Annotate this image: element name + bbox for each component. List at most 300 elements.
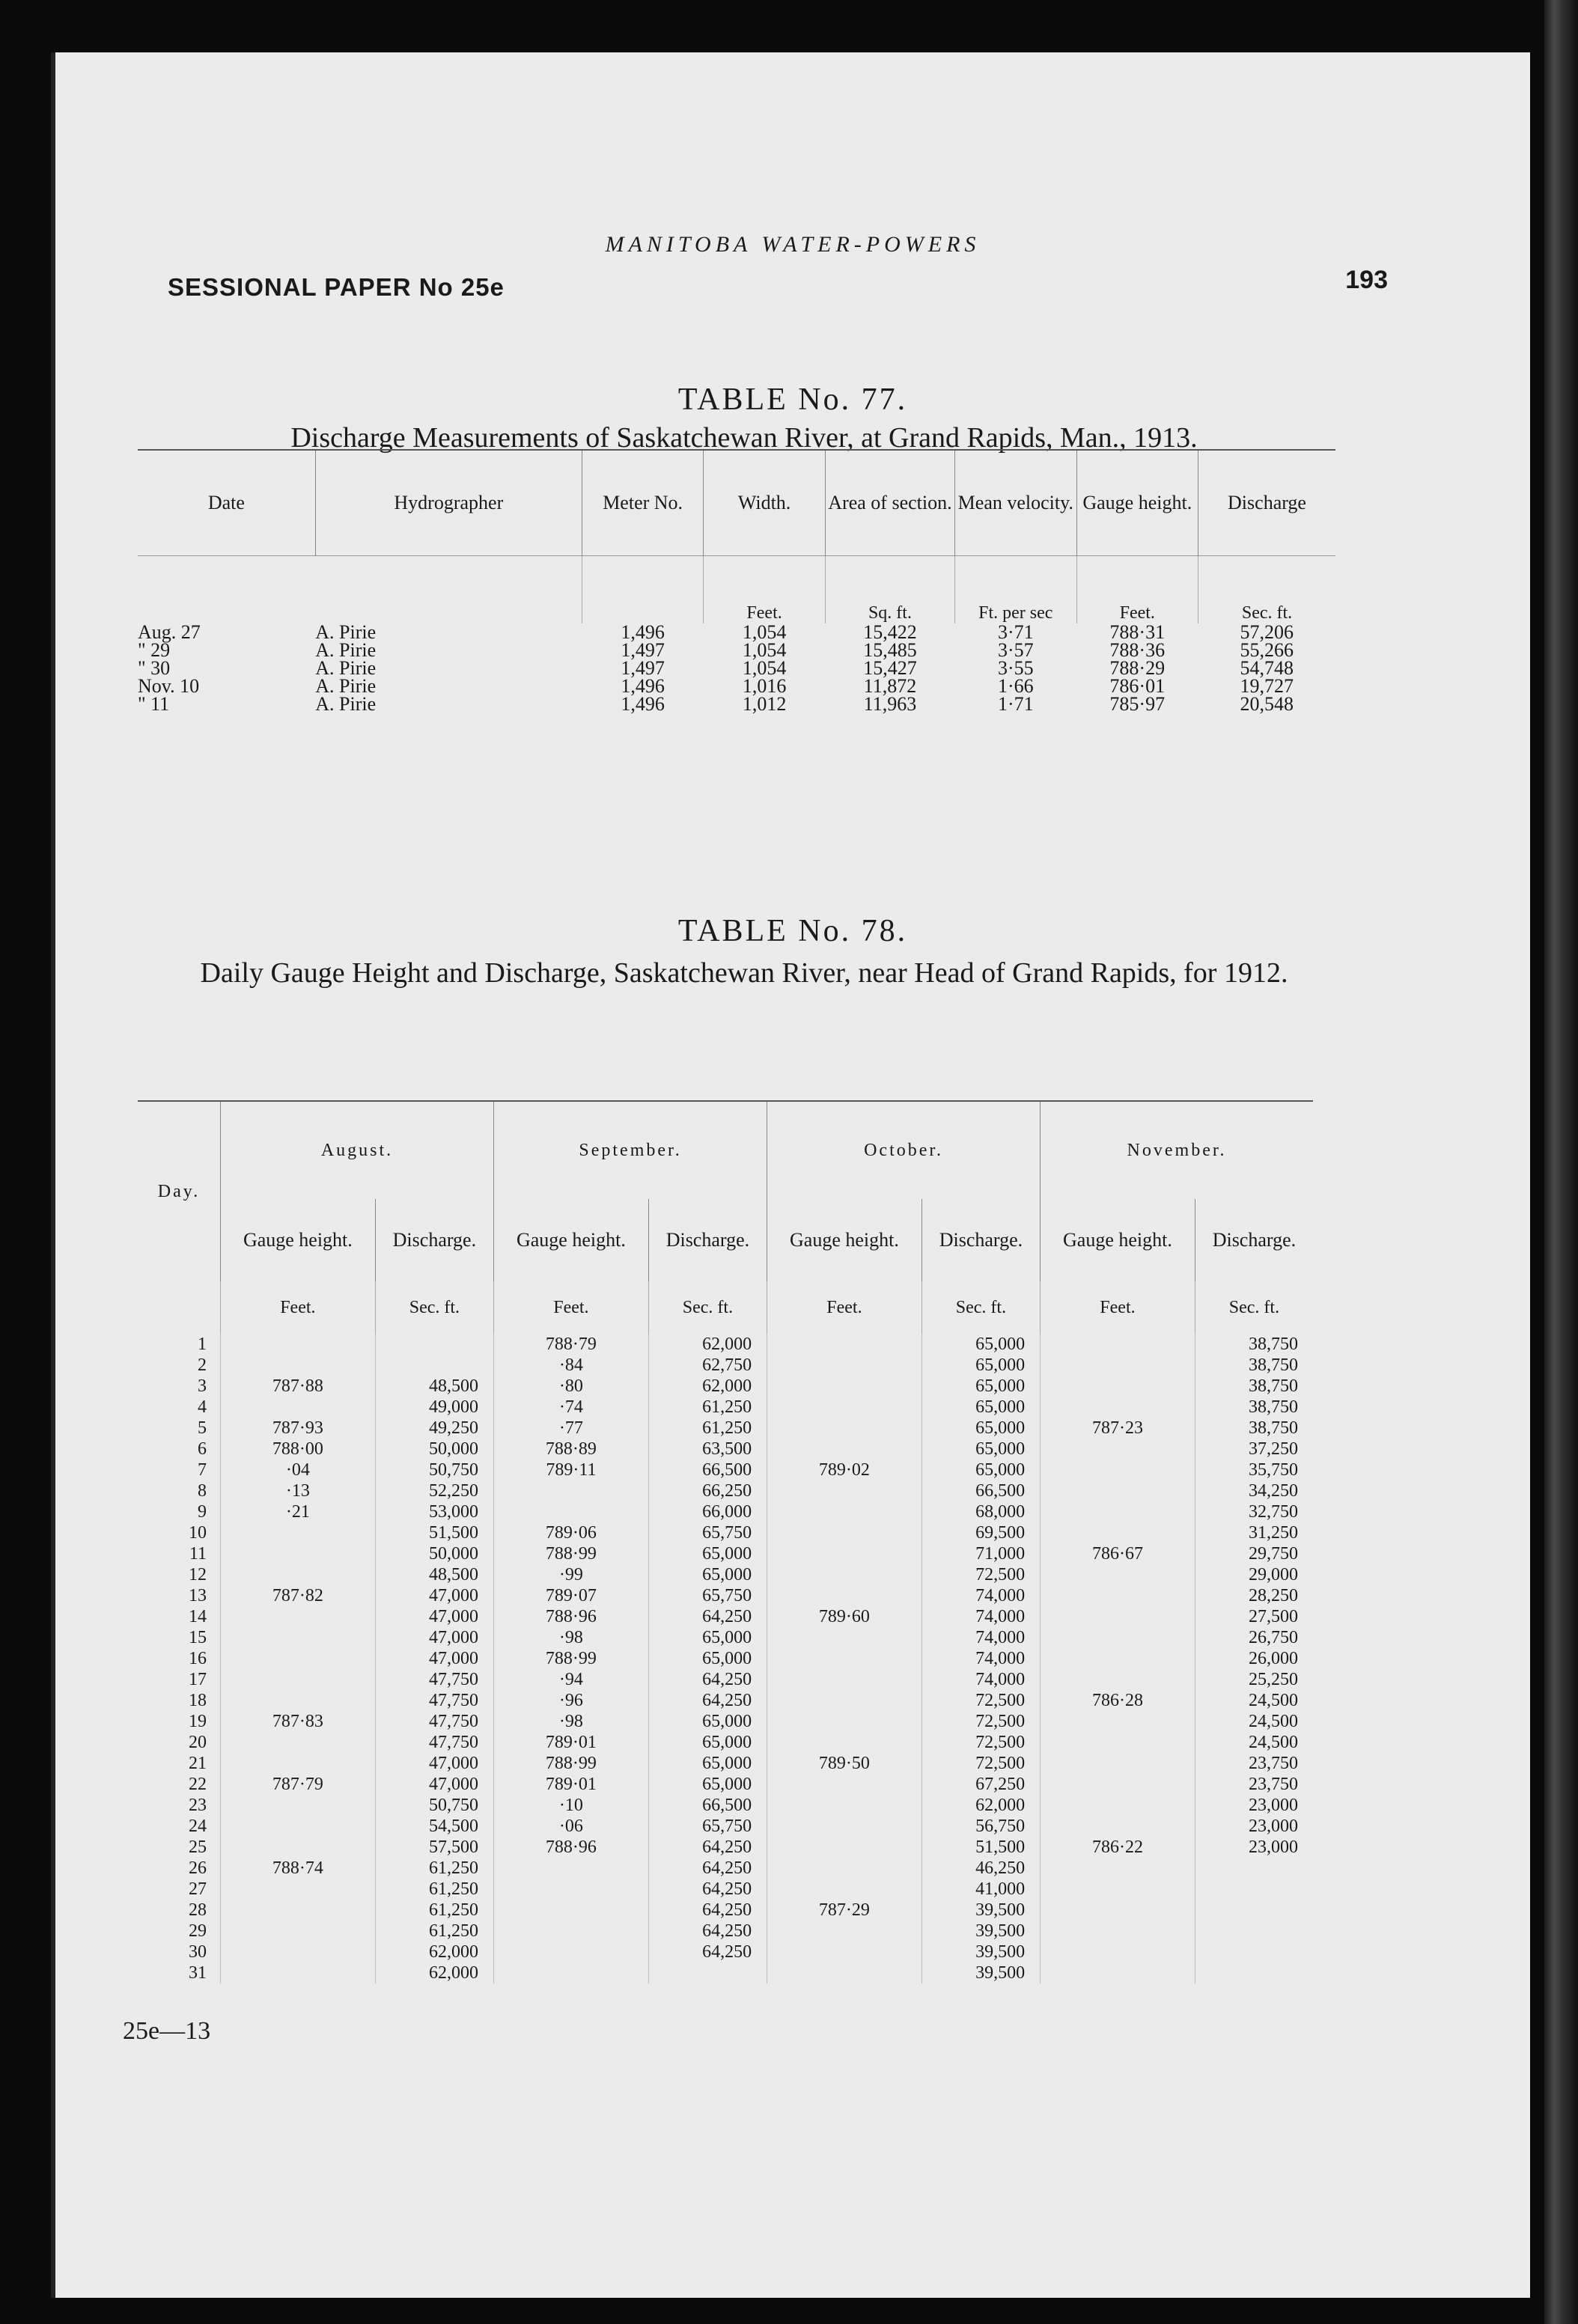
table-77-col-header: Hydrographer (315, 450, 582, 556)
table-cell: 787·93 (221, 1418, 376, 1439)
table-77-col-header: Area of section. (825, 450, 954, 556)
gauge-height-header: Gauge height. (494, 1199, 649, 1281)
table-cell: 64,250 (648, 1900, 767, 1921)
table-cell (1041, 1460, 1195, 1480)
table-row (138, 1376, 1313, 1397)
table-cell: 66,500 (921, 1480, 1040, 1501)
day-cell: 29 (189, 1921, 207, 1941)
table-row (138, 1418, 1313, 1439)
table-cell: 62,000 (375, 1942, 493, 1962)
table-cell: " 11 (138, 693, 170, 715)
day-cell: 12 (189, 1565, 207, 1585)
table-cell: 69,500 (921, 1522, 1040, 1543)
day-cell: 20 (189, 1733, 207, 1752)
table-cell: 788·74 (221, 1858, 376, 1879)
table-cell: 48,500 (375, 1564, 493, 1585)
table-cell (767, 1711, 922, 1732)
unit-label: Feet. (704, 556, 825, 624)
day-cell: 31 (189, 1963, 207, 1983)
table-cell: 47,750 (375, 1711, 493, 1732)
table-cell: 62,000 (648, 1334, 767, 1355)
unit-label: Feet. (767, 1281, 922, 1334)
table-cell (494, 1501, 649, 1522)
table-cell: 55,266 (1240, 639, 1294, 661)
month-november: November. (1041, 1101, 1313, 1199)
table-cell: 787·79 (221, 1774, 376, 1795)
table-cell (767, 1732, 922, 1753)
table-cell (1195, 1942, 1313, 1962)
table-row (138, 1962, 1313, 1983)
gauge-height-header: Gauge height. (767, 1199, 922, 1281)
table-cell (221, 1732, 376, 1753)
table-cell: A. Pirie (315, 693, 377, 715)
table-cell: 1,496 (621, 693, 665, 715)
table-cell: 23,000 (1195, 1837, 1313, 1858)
table-cell (1041, 1962, 1195, 1983)
table-cell: 39,500 (921, 1900, 1040, 1921)
unit-label: Ft. per sec (955, 556, 1076, 624)
table-cell: 23,750 (1195, 1753, 1313, 1774)
table-cell: 785·97 (1109, 693, 1166, 715)
day-cell: 8 (198, 1481, 207, 1501)
table-cell: 35,750 (1195, 1460, 1313, 1480)
table-cell: 50,000 (375, 1543, 493, 1564)
day-cell: 18 (189, 1691, 207, 1710)
table-78-subtitle: Daily Gauge Height and Discharge, Saskatchewan River, near Head of Grand Rapids, for 1912. (200, 957, 1288, 989)
table-cell: 72,500 (921, 1732, 1040, 1753)
table-cell (1041, 1480, 1195, 1501)
unit-label: Sec. ft. (375, 1281, 493, 1334)
table-cell: 61,250 (648, 1397, 767, 1418)
table-cell (767, 1774, 922, 1795)
table-cell: 65,000 (921, 1376, 1040, 1397)
table-cell: 61,250 (375, 1879, 493, 1900)
table-77-col-header: Date (207, 492, 245, 513)
table-cell (1041, 1334, 1195, 1355)
table-cell: A. Pirie (315, 639, 377, 661)
table-cell: 67,250 (921, 1774, 1040, 1795)
table-cell: 74,000 (921, 1669, 1040, 1690)
table-cell: 65,000 (648, 1711, 767, 1732)
table-cell: 24,500 (1195, 1732, 1313, 1753)
table-cell (767, 1501, 922, 1522)
table-cell: 41,000 (921, 1879, 1040, 1900)
table-row (138, 1460, 1313, 1480)
table-cell: 62,000 (921, 1795, 1040, 1816)
table-cell (1041, 1606, 1195, 1627)
table-77-col-header: Mean velocity. (955, 450, 1076, 556)
table-cell: 788·99 (494, 1753, 649, 1774)
table-cell: 1,496 (621, 621, 665, 643)
table-cell: 51,500 (375, 1522, 493, 1543)
table-cell (767, 1648, 922, 1669)
table-cell (767, 1522, 922, 1543)
table-cell (648, 1962, 767, 1983)
table-cell: 38,750 (1195, 1376, 1313, 1397)
table-cell: 65,000 (648, 1753, 767, 1774)
table-cell (1041, 1522, 1195, 1543)
table-cell: 788·00 (221, 1439, 376, 1460)
table-cell: " 30 (138, 657, 171, 679)
table-cell: 789·07 (494, 1585, 649, 1606)
signature-mark: 25e—13 (123, 2017, 211, 2045)
table-78-subheader-row (138, 1199, 1313, 1281)
day-cell: 21 (189, 1754, 207, 1773)
table-cell: 788·36 (1109, 639, 1166, 661)
table-cell (221, 1921, 376, 1942)
day-cell: 19 (189, 1712, 207, 1731)
table-cell: 788·31 (1109, 621, 1166, 643)
day-header: Day. (157, 1182, 201, 1201)
table-cell: 788·29 (1109, 657, 1166, 679)
table-cell (1041, 1376, 1195, 1397)
table-cell: ·96 (494, 1690, 649, 1711)
table-cell (767, 1397, 922, 1418)
table-cell (221, 1543, 376, 1564)
table-77-header-row (138, 450, 1335, 556)
day-cell: 9 (198, 1502, 207, 1522)
table-cell: 39,500 (921, 1942, 1040, 1962)
table-cell: 788·89 (494, 1439, 649, 1460)
table-cell: 3·71 (997, 621, 1034, 643)
table-cell (767, 1543, 922, 1564)
table-cell: 26,000 (1195, 1648, 1313, 1669)
table-cell: 65,000 (921, 1460, 1040, 1480)
table-cell (221, 1334, 376, 1355)
table-cell: 52,250 (375, 1480, 493, 1501)
table-cell: 64,250 (648, 1690, 767, 1711)
table-cell: 1,016 (742, 675, 787, 697)
table-cell: 50,750 (375, 1795, 493, 1816)
table-cell (1041, 1585, 1195, 1606)
page-number: 193 (1345, 266, 1388, 294)
table-cell (494, 1962, 649, 1983)
table-row (138, 1397, 1313, 1418)
table-78-month-row (138, 1101, 1313, 1199)
table-cell: 1,496 (621, 675, 665, 697)
table-cell: 61,250 (375, 1900, 493, 1921)
table-cell: 64,250 (648, 1879, 767, 1900)
table-cell: 789·01 (494, 1732, 649, 1753)
table-cell: 38,750 (1195, 1355, 1313, 1376)
table-cell (767, 1942, 922, 1962)
gauge-height-header: Gauge height. (221, 1199, 376, 1281)
unit-spacer (138, 1281, 221, 1334)
table-row (138, 1858, 1313, 1879)
table-cell: 787·83 (221, 1711, 376, 1732)
table-cell (221, 1942, 376, 1962)
table-row (138, 1606, 1313, 1627)
table-77-col-header: Gauge height. (1076, 450, 1198, 556)
table-cell (1195, 1962, 1313, 1983)
table-cell (1041, 1564, 1195, 1585)
table-cell: 15,485 (863, 639, 917, 661)
table-row (138, 1669, 1313, 1690)
table-cell: 66,500 (648, 1795, 767, 1816)
table-cell: 61,250 (648, 1418, 767, 1439)
table-cell: 1,054 (742, 621, 787, 643)
table-cell: 47,000 (375, 1627, 493, 1648)
table-cell (375, 1334, 493, 1355)
table-cell: 61,250 (375, 1858, 493, 1879)
table-78-title: TABLE No. 78. (677, 914, 908, 948)
table-cell: 64,250 (648, 1837, 767, 1858)
day-cell: 25 (189, 1837, 207, 1857)
table-cell: 20,548 (1240, 693, 1294, 715)
table-cell (221, 1397, 376, 1418)
table-row (138, 1732, 1313, 1753)
table-row (138, 1585, 1313, 1606)
table-cell: 788·99 (494, 1543, 649, 1564)
table-cell: 62,000 (375, 1962, 493, 1983)
table-cell: 29,750 (1195, 1543, 1313, 1564)
table-cell: 49,000 (375, 1397, 493, 1418)
scanned-page (51, 52, 1530, 2298)
table-cell (221, 1962, 376, 1983)
table-cell (221, 1900, 376, 1921)
table-cell: 54,748 (1240, 657, 1294, 679)
table-cell (1041, 1669, 1195, 1690)
table-cell: 57,500 (375, 1837, 493, 1858)
table-cell: 72,500 (921, 1564, 1040, 1585)
day-cell: 26 (189, 1858, 207, 1878)
day-cell: 30 (189, 1942, 207, 1962)
table-cell (767, 1816, 922, 1837)
day-cell: 17 (189, 1670, 207, 1689)
table-cell: 72,500 (921, 1711, 1040, 1732)
table-cell (1041, 1795, 1195, 1816)
table-row (138, 1942, 1313, 1962)
table-cell: ·84 (494, 1355, 649, 1376)
table-cell: 3·57 (997, 639, 1034, 661)
table-cell: 789·60 (767, 1606, 922, 1627)
table-row (138, 1879, 1313, 1900)
table-row (138, 1334, 1313, 1355)
table-cell: 28,250 (1195, 1585, 1313, 1606)
table-cell: A. Pirie (315, 621, 377, 643)
table-77-col-header: Width. (704, 450, 825, 556)
table-row (138, 1439, 1313, 1460)
table-row (138, 1648, 1313, 1669)
table-cell: 27,500 (1195, 1606, 1313, 1627)
table-cell: ·98 (494, 1627, 649, 1648)
table-cell: Aug. 27 (138, 621, 201, 643)
table-cell (375, 1355, 493, 1376)
table-77-col-header: Discharge (1198, 450, 1336, 556)
table-cell (1041, 1397, 1195, 1418)
table-row (138, 1900, 1313, 1921)
discharge-header: Discharge. (375, 1199, 493, 1281)
table-cell (494, 1480, 649, 1501)
table-cell: 71,000 (921, 1543, 1040, 1564)
table-cell: 65,000 (648, 1627, 767, 1648)
table-cell: 24,500 (1195, 1690, 1313, 1711)
table-cell: ·10 (494, 1795, 649, 1816)
table-cell (221, 1837, 376, 1858)
table-cell: 1·71 (997, 693, 1034, 715)
table-cell (221, 1355, 376, 1376)
table-cell: 787·29 (767, 1900, 922, 1921)
table-cell (767, 1355, 922, 1376)
table-cell: 74,000 (921, 1606, 1040, 1627)
table-cell (1041, 1942, 1195, 1962)
table-cell (1041, 1355, 1195, 1376)
day-cell: 28 (189, 1900, 207, 1920)
table-cell: 65,000 (648, 1774, 767, 1795)
table-cell: 787·23 (1041, 1418, 1195, 1439)
table-cell: 788·99 (494, 1648, 649, 1669)
table-cell: 47,000 (375, 1774, 493, 1795)
unit-label (582, 556, 703, 624)
table-cell: 74,000 (921, 1648, 1040, 1669)
gauge-height-header: Gauge height. (1041, 1199, 1195, 1281)
table-cell: ·74 (494, 1397, 649, 1418)
table-cell: 47,750 (375, 1732, 493, 1753)
table-cell: 65,000 (921, 1397, 1040, 1418)
table-cell: 39,500 (921, 1962, 1040, 1983)
table-row (138, 1816, 1313, 1837)
table-cell: ·04 (221, 1460, 376, 1480)
table-cell: 23,750 (1195, 1774, 1313, 1795)
table-cell: 57,206 (1240, 621, 1294, 643)
table-cell: 65,000 (648, 1732, 767, 1753)
table-cell: 56,750 (921, 1816, 1040, 1837)
day-cell: 7 (198, 1460, 207, 1480)
table-cell (767, 1858, 922, 1879)
day-cell: 11 (189, 1544, 207, 1564)
table-cell: 65,750 (648, 1816, 767, 1837)
table-cell (767, 1564, 922, 1585)
table-cell: 1,012 (742, 693, 787, 715)
table-row (138, 1355, 1313, 1376)
discharge-header: Discharge. (648, 1199, 767, 1281)
sessional-paper-label: SESSIONAL PAPER No 25e (168, 273, 505, 301)
table-cell (1195, 1858, 1313, 1879)
table-cell: 50,750 (375, 1460, 493, 1480)
table-cell (767, 1690, 922, 1711)
unit-label: Feet. (221, 1281, 376, 1334)
table-cell: ·99 (494, 1564, 649, 1585)
table-cell (1041, 1921, 1195, 1942)
table-cell: 64,250 (648, 1942, 767, 1962)
table-row (138, 695, 1335, 713)
table-cell (494, 1942, 649, 1962)
table-cell (1041, 1900, 1195, 1921)
table-cell: 74,000 (921, 1627, 1040, 1648)
day-cell: 23 (189, 1796, 207, 1815)
table-row (138, 1690, 1313, 1711)
table-cell: 51,500 (921, 1837, 1040, 1858)
page-edge (1544, 0, 1578, 2324)
table-cell (767, 1418, 922, 1439)
discharge-header: Discharge. (921, 1199, 1040, 1281)
table-cell (494, 1879, 649, 1900)
table-cell: 62,000 (648, 1376, 767, 1397)
table-cell: 23,000 (1195, 1795, 1313, 1816)
table-cell: 66,000 (648, 1501, 767, 1522)
table-78-units-row (138, 1281, 1313, 1334)
table-cell: 64,250 (648, 1669, 767, 1690)
table-cell: 64,250 (648, 1858, 767, 1879)
table-cell: 29,000 (1195, 1564, 1313, 1585)
table-cell (494, 1858, 649, 1879)
day-cell: 4 (198, 1397, 207, 1417)
table-cell (221, 1879, 376, 1900)
table-cell (1195, 1879, 1313, 1900)
table-cell: 23,000 (1195, 1816, 1313, 1837)
table-cell: 787·82 (221, 1585, 376, 1606)
table-cell (221, 1648, 376, 1669)
table-cell: 789·50 (767, 1753, 922, 1774)
table-cell: 11,963 (863, 693, 917, 715)
table-cell (494, 1921, 649, 1942)
table-cell (767, 1879, 922, 1900)
table-cell (767, 1921, 922, 1942)
table-78 (138, 1100, 1313, 1983)
table-cell: Nov. 10 (138, 675, 200, 697)
table-cell: 49,250 (375, 1418, 493, 1439)
table-cell: 54,500 (375, 1816, 493, 1837)
month-october: October. (767, 1101, 1041, 1199)
day-cell: 22 (189, 1775, 207, 1794)
table-cell: 65,000 (921, 1334, 1040, 1355)
table-cell: 787·88 (221, 1376, 376, 1397)
table-cell (1041, 1774, 1195, 1795)
table-cell: 786·28 (1041, 1690, 1195, 1711)
unit-label: Sec. ft. (1195, 1281, 1313, 1334)
table-row (138, 1753, 1313, 1774)
table-row (138, 1543, 1313, 1564)
table-cell: 48,500 (375, 1376, 493, 1397)
table-cell: 74,000 (921, 1585, 1040, 1606)
day-cell: 27 (189, 1879, 207, 1899)
table-cell: 15,427 (863, 657, 917, 679)
table-cell: 1·66 (997, 675, 1034, 697)
unit-label: Sec. ft. (921, 1281, 1040, 1334)
day-cell: 10 (189, 1523, 207, 1543)
month-september: September. (494, 1101, 767, 1199)
table-cell: 65,000 (921, 1439, 1040, 1460)
table-cell: 32,750 (1195, 1501, 1313, 1522)
table-cell: 26,750 (1195, 1627, 1313, 1648)
table-cell (1041, 1627, 1195, 1648)
table-cell (767, 1795, 922, 1816)
table-77-title: TABLE No. 77. (677, 382, 908, 417)
table-cell: ·21 (221, 1501, 376, 1522)
unit-label (315, 556, 582, 624)
day-cell: 13 (189, 1586, 207, 1605)
table-cell: 1,497 (621, 657, 665, 679)
table-cell: 47,000 (375, 1648, 493, 1669)
table-cell: 68,000 (921, 1501, 1040, 1522)
day-cell: 1 (198, 1335, 207, 1354)
table-cell (1041, 1732, 1195, 1753)
table-row (138, 1564, 1313, 1585)
table-cell: 50,000 (375, 1439, 493, 1460)
table-cell: 65,000 (921, 1418, 1040, 1439)
table-cell: 789·02 (767, 1460, 922, 1480)
table-cell (1041, 1439, 1195, 1460)
table-cell: 65,000 (921, 1355, 1040, 1376)
table-cell: 24,500 (1195, 1711, 1313, 1732)
table-cell: 47,000 (375, 1753, 493, 1774)
unit-label: Sec. ft. (1198, 556, 1336, 624)
table-cell: 1,054 (742, 657, 787, 679)
table-cell: 61,250 (375, 1921, 493, 1942)
unit-label: Feet. (494, 1281, 649, 1334)
table-row (138, 1522, 1313, 1543)
table-cell: 31,250 (1195, 1522, 1313, 1543)
